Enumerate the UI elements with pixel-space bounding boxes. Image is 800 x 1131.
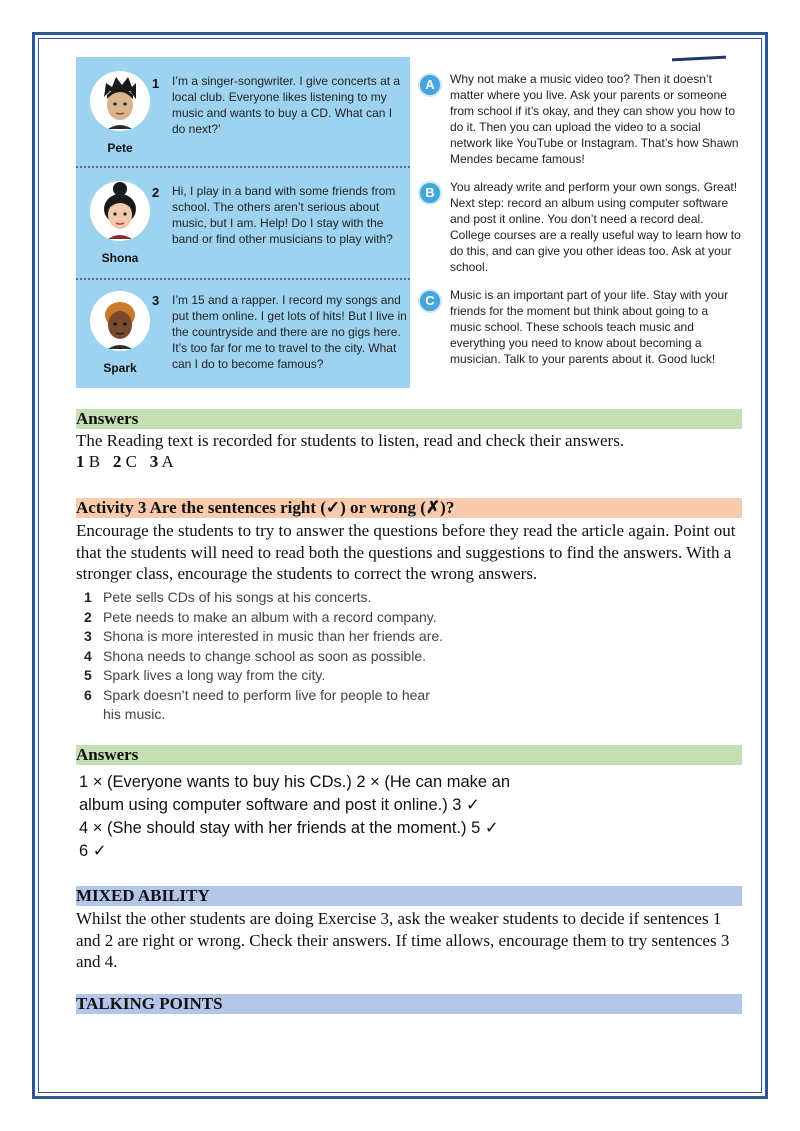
reading-panel [76, 57, 742, 388]
question-number: 3 [152, 293, 160, 308]
activity3-heading: Activity 3 Are the sentences right (✓) or wrong (✗)? [76, 498, 742, 518]
answer-key [76, 452, 174, 472]
answer-line: album using computer software and post it online.) 3 ✓ [79, 796, 480, 814]
suggestion-text: Why not make a music video too? Then it doesn’t matter where you live. Ask your parents or someone from school if it’s okay, and they can show you how to do it. Then you can upload the video to a social network like YouTube or Instagram. That’s how Shawn Mendes became famous! [450, 72, 739, 166]
pete-avatar [90, 71, 150, 131]
answer-line: 4 × (She should stay with her friends at the moment.) 5 ✓ [79, 819, 499, 837]
answers-text: The Reading text is recorded for students to listen, read and check their answers. [76, 431, 625, 450]
answer-line: 1 × (Everyone wants to buy his CDs.) 2 × (He can make an [79, 773, 511, 791]
list-item: 6 Spark doesn’t need to perform live for people to hear [84, 686, 430, 703]
question-number: 1 [152, 76, 160, 91]
list-item: 1 Pete sells CDs of his songs at his concerts. [84, 589, 372, 605]
list-item: 4 Shona needs to change school as soon as possible. [84, 647, 427, 664]
list-item: 3 Shona is more interested in music than her friends are. [84, 628, 444, 644]
key-ans: B [88, 452, 101, 471]
suggestion-text: Music is an important part of your life. Stay with your friends for the moment but think about going to a music school. These schools teach music and everything you need to know about becoming a musician. Talk to your parents about it. Good luck! [450, 288, 729, 366]
shona-avatar [90, 181, 150, 241]
badge-c-icon: C [418, 289, 442, 313]
question-shona [76, 167, 410, 277]
spark-avatar [90, 291, 150, 351]
questions-panel [76, 57, 410, 388]
list-item: 2 Pete needs to make an album with a record company. [84, 608, 437, 625]
answers-heading: Answers [76, 745, 742, 765]
shona-name: Shona [101, 251, 139, 265]
key-num: 1 [76, 452, 85, 471]
key-ans: C [125, 452, 137, 471]
key-num: 3 [149, 452, 159, 471]
question-pete [76, 57, 410, 167]
badge-a-icon: A [418, 73, 442, 97]
list-item: his music. [103, 706, 166, 722]
key-num: 2 [112, 452, 122, 471]
answer-line: 6 ✓ [79, 842, 107, 860]
talking-points-heading: TALKING POINTS [76, 994, 742, 1014]
mixed-ability-text: Whilst the other students are doing Exercise 3, ask the weaker students to decide if sentences 1 and 2 are right or wrong. Check their answers. If time allows, encourage them to try sentences 3 and 4. [76, 909, 730, 971]
key-ans: A [161, 452, 174, 471]
question-number: 2 [152, 185, 160, 200]
mixed-ability-heading: MIXED ABILITY [76, 886, 742, 906]
suggestion-text: You already write and perform your own songs. Great! Next step: record an album using computer software and post it online. You don’t need a record deal. College courses are a really useful way to learn how to do this, and can give you other ideas too. Ask at your school. [450, 180, 741, 274]
question-text: Hi, I play in a band with some friends from school. The others aren’t serious about music, but I am. Help! Do I stay with the band or find other musicians to play with? [172, 184, 396, 246]
sentence-list [84, 588, 484, 725]
question-text: I’m a singer-songwriter. I give concerts at a local club. Everyone likes listening to my music and wants to buy a CD. What can I do next?’ [172, 74, 401, 136]
question-text: I’m 15 and a rapper. I record my songs and put them online. I get lots of hits! But I live in the countryside and there are no gigs here. It’s too far for me to travel to the city. What can I do to become famous? [172, 293, 407, 371]
activity3-text: Encourage the students to try to answer the questions before they read the article again. Point out that the students will need to read both the questions and suggestions to find the answers. With a stronger class, encourage the students to correct the wrong answers. [76, 521, 736, 583]
list-item: 5 Spark lives a long way from the city. [84, 667, 326, 683]
question-spark [76, 277, 410, 388]
suggestions-column [418, 57, 742, 388]
answers-heading: Answers [76, 409, 742, 429]
badge-b-icon: B [418, 181, 442, 205]
pete-name: Pete [107, 141, 133, 155]
spark-name: Spark [103, 361, 137, 375]
